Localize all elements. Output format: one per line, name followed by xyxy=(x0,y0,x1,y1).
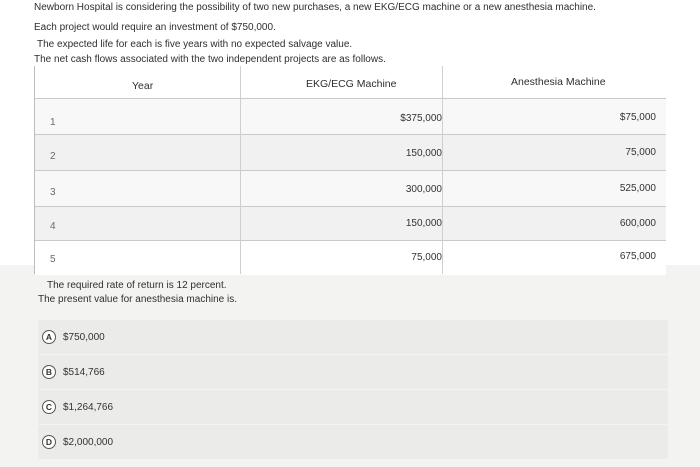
option-d-badge: D xyxy=(42,435,56,449)
table-row xyxy=(35,98,666,135)
column-divider xyxy=(240,66,241,274)
table-row xyxy=(35,170,666,207)
question-line-3: The expected life for each is five years with no expected salvage value. xyxy=(37,39,353,50)
ekg-cell: 150,000 xyxy=(405,148,442,159)
option-c[interactable] xyxy=(38,390,668,424)
column-divider xyxy=(442,66,443,274)
option-c-badge: C xyxy=(42,400,56,414)
ekg-cell: 300,000 xyxy=(405,184,442,195)
table-row xyxy=(35,240,666,275)
option-b[interactable] xyxy=(38,355,668,389)
question-line-1: Newborn Hospital is considering the possibility of two new purchases, a new EKG/ECG machine or a new anesthesia machine. xyxy=(34,2,596,13)
option-b-badge: B xyxy=(42,365,56,379)
anesthesia-cell: 675,000 xyxy=(619,251,656,262)
header-anesthesia: Anesthesia Machine xyxy=(511,76,606,88)
option-d[interactable] xyxy=(38,425,668,459)
table-row xyxy=(35,206,666,241)
header-ekg: EKG/ECG Machine xyxy=(306,78,397,90)
cash-flow-table xyxy=(34,66,666,274)
option-b-text: $514,766 xyxy=(63,366,105,378)
option-c-text: $1,264,766 xyxy=(63,401,114,413)
year-cell: 2 xyxy=(50,151,56,162)
question-prompt: The present value for anesthesia machine is. xyxy=(38,294,237,305)
question-line-4: The net cash flows associated with the two independent projects are as follows. xyxy=(34,54,386,65)
question-line-2: Each project would require an investment of $750,000. xyxy=(34,22,276,33)
option-a[interactable] xyxy=(38,320,668,354)
ekg-cell: $375,000 xyxy=(400,113,442,124)
anesthesia-cell: 75,000 xyxy=(625,147,656,158)
anesthesia-cell: 525,000 xyxy=(619,183,656,194)
anesthesia-cell: 600,000 xyxy=(619,218,656,229)
year-cell: 1 xyxy=(50,117,56,128)
option-a-badge: A xyxy=(42,330,56,344)
table-row xyxy=(35,134,666,171)
ekg-cell: 75,000 xyxy=(411,252,442,263)
year-cell: 3 xyxy=(50,187,56,198)
rate-of-return-text: The required rate of return is 12 percent. xyxy=(47,280,227,291)
header-year: Year xyxy=(132,80,154,92)
anesthesia-cell: $75,000 xyxy=(619,112,656,123)
year-cell: 4 xyxy=(50,221,56,232)
option-d-text: $2,000,000 xyxy=(63,436,114,448)
option-a-text: $750,000 xyxy=(63,331,105,343)
ekg-cell: 150,000 xyxy=(405,218,442,229)
year-cell: 5 xyxy=(50,254,56,265)
